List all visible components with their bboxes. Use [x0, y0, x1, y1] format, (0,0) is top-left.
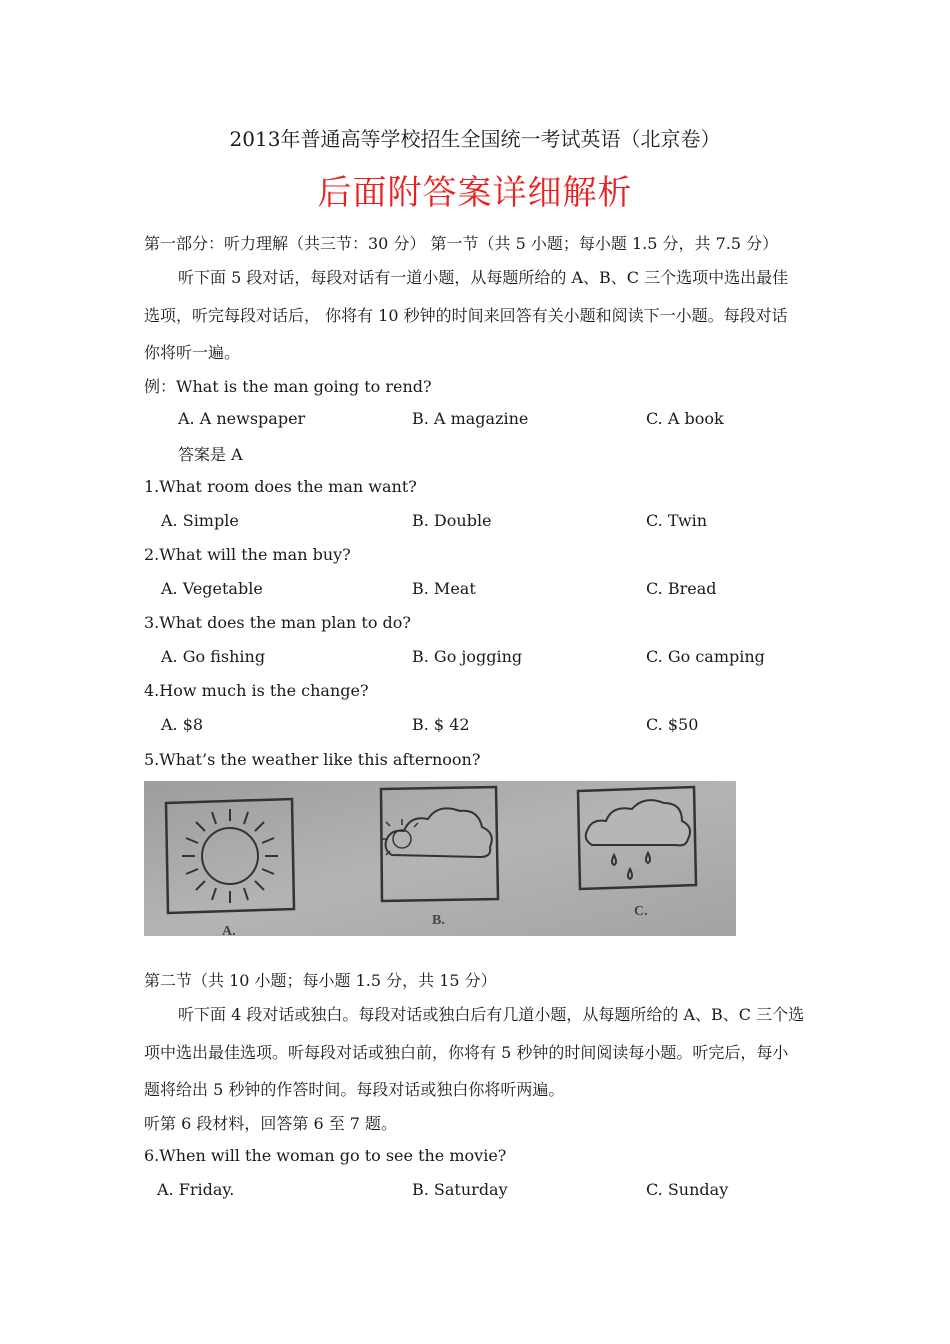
option-c: C. Twin	[646, 511, 708, 530]
figure-label-a: A.	[222, 924, 236, 936]
option-b: B. Saturday	[412, 1180, 508, 1199]
instruction-line: 听下面 4 段对话或独白。每段对话或独白后有几道小题，从每题所给的 A、B、C 三个选	[178, 1005, 805, 1024]
question-2: 2.What will the man buy?	[144, 545, 351, 564]
option-b: B. Go jogging	[412, 647, 523, 666]
option-b: B. Meat	[412, 579, 476, 598]
weather-figure	[144, 781, 736, 936]
material-note: 听第 6 段材料，回答第 6 至 7 题。	[144, 1114, 398, 1133]
option-a: A. Go fishing	[161, 647, 266, 666]
option-a: A. Friday.	[157, 1180, 235, 1199]
option-c: C. Bread	[646, 579, 717, 598]
question-3: 3.What does the man plan to do?	[144, 613, 411, 632]
option-b: B. Double	[412, 511, 492, 530]
question-5: 5.What’s the weather like this afternoon?	[144, 750, 481, 769]
example-question: 例：What is the man going to rend?	[144, 377, 432, 396]
option-a: A. Simple	[161, 511, 239, 530]
instruction-line: 听下面 5 段对话，每段对话有一道小题，从每题所给的 A、B、C 三个选项中选出最佳	[178, 268, 789, 287]
example-option-a: A. A newspaper	[178, 409, 306, 428]
part2-heading: 第二节（共 10 小题；每小题 1.5 分，共 15 分）	[144, 971, 497, 990]
instruction-line: 题将给出 5 秒钟的作答时间。每段对话或独白你将听两遍。	[144, 1080, 565, 1099]
option-a: A. $8	[161, 715, 204, 734]
option-c: C. $50	[646, 715, 699, 734]
instruction-line: 项中选出最佳选项。听每段对话或独白前，你将有 5 秒钟的时间阅读每小题。听完后，每小	[144, 1043, 789, 1062]
page-title: 2013年普通高等学校招生全国统一考试英语（北京卷）	[229, 127, 721, 151]
option-c: C. Sunday	[646, 1180, 729, 1199]
part1-heading: 第一部分：听力理解（共三节：30 分） 第一节（共 5 小题；每小题 1.5 分，共 7.5 分）	[144, 234, 779, 253]
instruction-line: 你将听一遍。	[144, 343, 241, 362]
question-6: 6.When will the woman go to see the movie?	[144, 1146, 507, 1165]
question-4: 4.How much is the change?	[144, 681, 369, 700]
option-b: B. $ 42	[412, 715, 470, 734]
option-c: C. Go camping	[646, 647, 765, 666]
example-answer: 答案是 A	[178, 445, 243, 464]
example-option-c: C. A book	[646, 409, 724, 428]
figure-label-b: B.	[432, 913, 445, 928]
page-subtitle: 后面附答案详细解析	[317, 173, 633, 213]
instruction-line: 选项，听完每段对话后， 你将有 10 秒钟的时间来回答有关小题和阅读下一小题。每段对话	[144, 306, 788, 325]
example-option-b: B. A magazine	[412, 409, 529, 428]
question-1: 1.What room does the man want?	[144, 477, 417, 496]
option-a: A. Vegetable	[161, 579, 263, 598]
figure-label-c: C.	[634, 904, 648, 919]
